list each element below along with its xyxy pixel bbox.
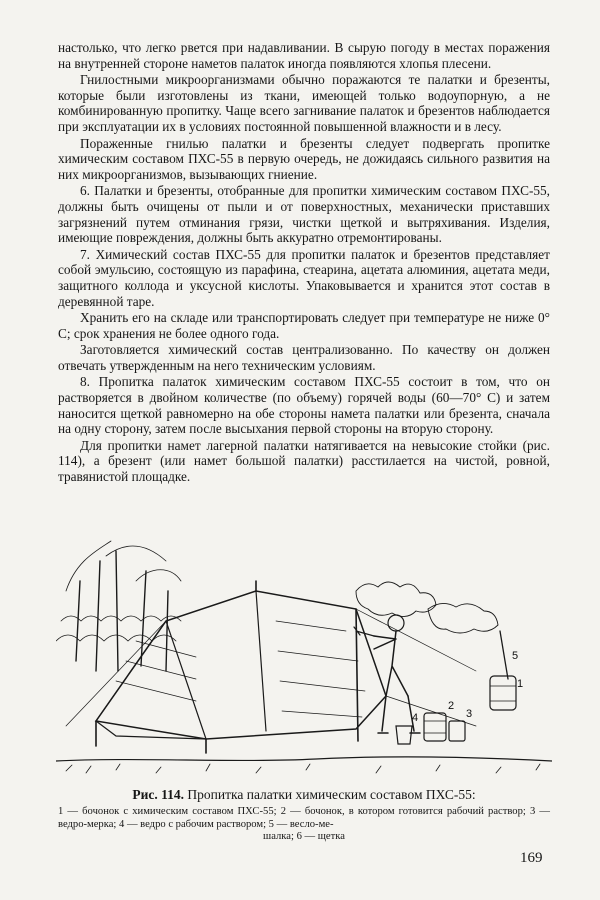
figure-label: Рис. 114. [132,787,185,802]
tent-impregnation-illustration [56,521,552,783]
figure-title: Пропитка палатки химическим составом ПХС-55: [187,787,476,802]
paragraph: Пораженные гнилью палатки и брезенты следует подвергать пропитке химическим составом ПХС-55 в первую очередь, не дожидаясь сильного развития на них микроорганизмов, вызывающих гниение. [58,135,550,182]
paragraph: 7. Химический состав ПХС-55 для пропитки палаток и брезентов представляет собой эмульсию, состоящую из парафина, стеарина, ацетата алюминия, ацетата меди, защитного коллода и уксусной кислоты. Упаковывается и хранится этот состав в деревянной таре. [58,246,550,309]
figure-number-5: 5 [512,650,519,662]
paragraph: 8. Пропитка палаток химическим составом ПХС-55 состоит в том, что он растворяется в двойном количестве (по объему) горячей воды (60—70° С) и затем наносится щеткой равномерно на обе стороны намета палатки или брезента, сначала на одну сторону, затем после высыхания первой стороны на вторую сторону. [58,374,550,437]
paragraph: Для пропитки намет лагерной палатки натягивается на невысокие стойки (рис. 114), а брезент (или намет большой палатки) расстилается на чистой, ровной, травянистой площадке. [58,437,550,485]
paragraph: Хранить его на складе или транспортировать следует при температуре не ниже 0° С; срок хранения не более одного года. [58,310,550,341]
figure-number-2: 2 [448,700,455,712]
legend-text: 1 — бочонок с химическим составом ПХС-55; 2 — бочонок, в котором готовится рабочий раствор; 3 — ведро-мерка; 4 — ведро с рабочим раствором; 5 — весло-ме- [58,806,550,830]
paragraph: Заготовляется химический состав централизованно. По качеству он должен отвечать утвержденным на него техническим условиям. [58,342,550,373]
figure-caption [58,787,550,803]
paragraph: настолько, что легко рвется при надавливании. В сырую погоду в местах поражения на внутренней стороне наметов палаток иногда появляются хлопья плесени. [58,40,550,71]
figure-legend [58,806,550,844]
body-text [58,40,550,485]
figure-number-3: 3 [466,708,473,720]
figure-number-1: 1 [517,678,524,690]
page-number: 169 [520,850,543,866]
figure-number-4: 4 [412,712,419,724]
paragraph: Гнилостными микроорганизмами обычно поражаются те палатки и брезенты, которые были изготовлены из ткани, имеющей только водоупорную, а не комбинированную пропитку. Чаще всего загнивание палаток и брезентов наблюдается при эксплуатации их в условиях постоянной повышенной влажности и в лесу. [58,72,550,134]
legend-text-last: шалка; 6 — щетка [263,831,345,843]
paragraph: 6. Палатки и брезенты, отобранные для пропитки химическим составом ПХС-55, должны быть очищены от пыли и от поверхностных, механически приставших загрязнений путем отминания грязи, чистки щеткой и вытряхивания. Изделия, имеющие повреждения, должны быть аккуратно отремонтированы. [58,183,550,246]
